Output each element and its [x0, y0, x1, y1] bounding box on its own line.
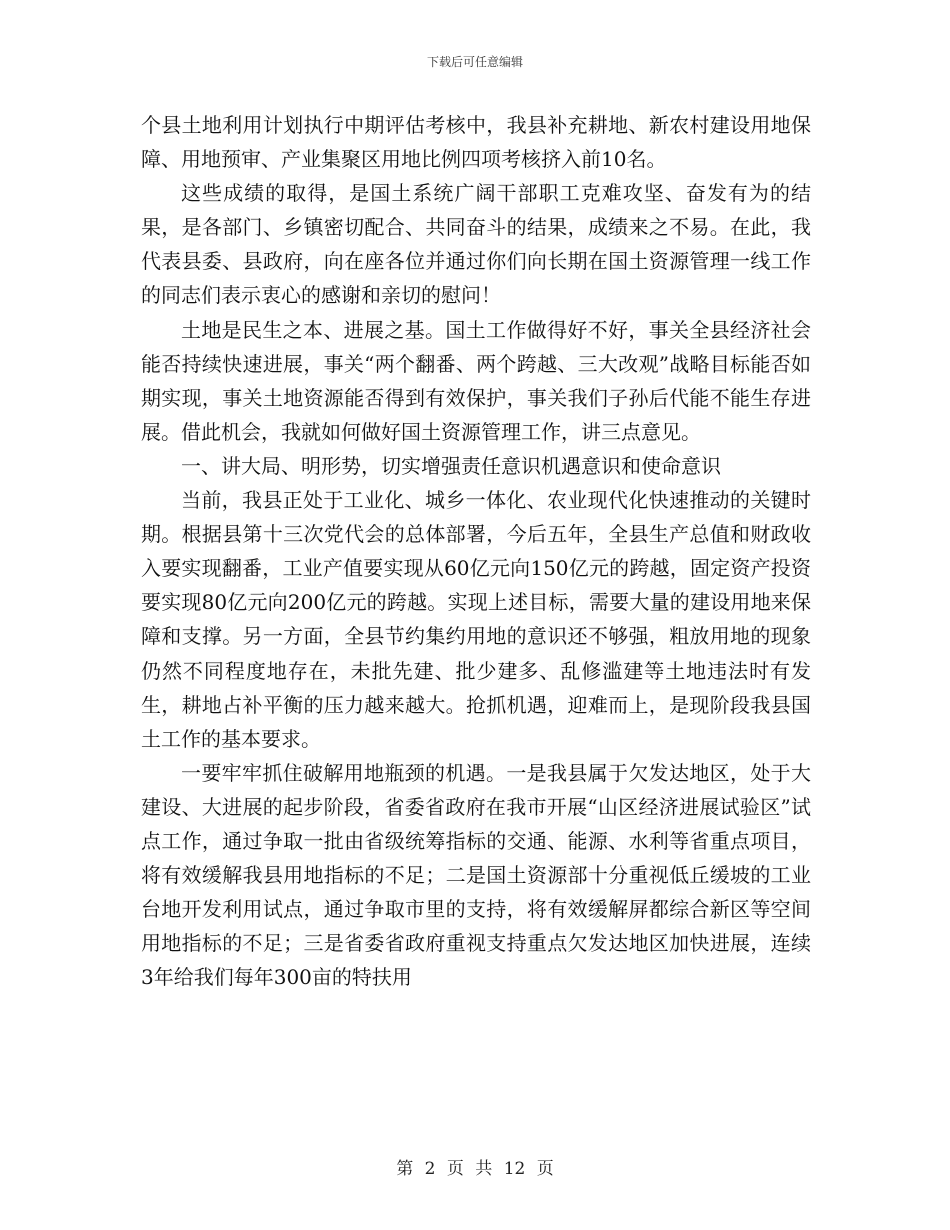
section-heading-one: 一、讲大局、明形势，切实增强责任意识机遇意识和使命意识 — [181, 453, 721, 478]
paragraph-land-importance: 土地是民生之本、进展之基。国土工作做得好不好，事关全县经济社会能否持续快速进展，事关“两个翻番、两个跨越、三大改观”战略目标能否如期实现，事关土地资源能否得到有效保护，事关我们子孙后代能不能生存进展。借此机会，我就如何做好国土资源管理工作，讲三点意见。 — [141, 317, 811, 444]
paragraph-achievements: 这些成绩的取得，是国土系统广阔干部职工克难攻坚、奋发有为的结果，是各部门、乡镇密切配合、共同奋斗的结果，成绩来之不易。在此，我代表县委、县政府，向在座各位并通过你们向长期在国土资源管理一线工作的同志们表示衷心的感谢和亲切的慰问！ — [141, 181, 811, 308]
page-number-footer: 第 2 页 共 12 页 — [396, 1159, 554, 1179]
paragraph-continuation: 个县土地利用计划执行中期评估考核中，我县补充耕地、新农村建设用地保障、用地预审、产业集聚区用地比例四项考核挤入前10名。 — [141, 113, 811, 172]
paragraph-current-situation: 当前，我县正处于工业化、城乡一体化、农业现代化快速推动的关键时期。根据县第十三次党代会的总体部署，今后五年，全县生产总值和财政收入要实现翻番，工业产值要实现从60亿元向150亿元的跨越，固定资产投资要实现80亿元向200亿元的跨越。实现上述目标，需要大量的建设用地来保障和支撑。另一方面，全县节约集约用地的意识还不够强，粗放用地的现象仍然不同程度地存在，未批先建、批少建多、乱修滥建等土地违法时有发生，耕地占补平衡的压力越来越大。抢抓机遇，迎难而上，是现阶段我县国土工作的基本要求。 — [141, 488, 811, 751]
page-header: 下载后可任意编辑 — [426, 55, 523, 69]
paragraph-opportunity: 一要牢牢抓住破解用地瓶颈的机遇。一是我县属于欠发达地区，处于大建设、大进展的起步阶段，省委省政府在我市开展“山区经济进展试验区”试点工作，通过争取一批由省级统筹指标的交通、能源、水利等省重点项目，将有效缓解我县用地指标的不足；二是国土资源部十分重视低丘缓坡的工业台地开发利用试点，通过争取市里的支持，将有效缓解屏都综合新区等空间用地指标的不足；三是省委省政府重视支持重点欠发达地区加快进展，连续3年给我们每年300亩的特扶用 — [141, 760, 811, 990]
document-body — [141, 108, 811, 994]
